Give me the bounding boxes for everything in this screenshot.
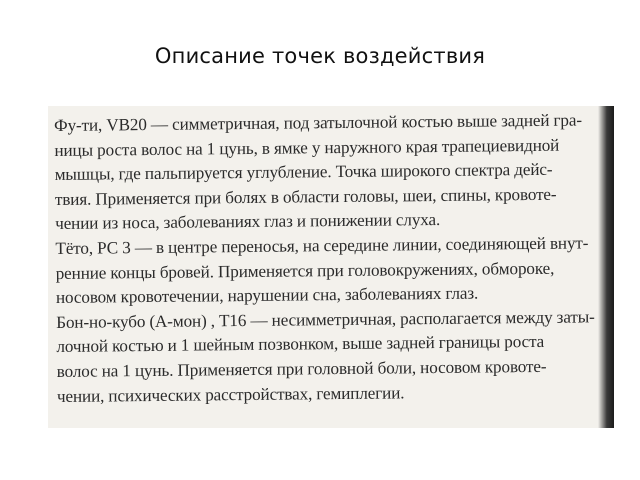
scanned-text-body [54,108,605,409]
text-line: ренние концы бровей. Применяется при головокружениях, обмороке, [55,258,555,283]
text-line: носовом кровотечении, нарушении сна, заболеваниях глаз. [55,283,479,308]
text-line: лочной костью и 1 шейным позвонком, выше задней границы роста [56,332,545,357]
text-line: Тёто, РС 3 — в центре переносья, на середине линии, соединяющей внут- [55,233,589,258]
paragraph-teto [55,231,604,311]
slide-title: Описание точек воздействия [154,44,486,68]
text-line: чении, психических расстройствах, гемиплегии. [56,382,405,406]
page-edge-shadow [598,106,614,428]
text-line: Бон-но-кубо (А-мон) , Т16 — несимметричная, располагается между заты- [56,307,595,332]
text-line: чении из носа, заболеваниях глаз и понижении слуха. [55,210,441,234]
text-line: твия. Применяется при болях в области головы, шеи, спины, кровоте- [54,184,557,209]
text-line: волос на 1 цунь. Применяется при головной боли, носовом кровоте- [56,356,547,381]
paragraph-bon-no-kubo [56,305,605,409]
text-line: мышцы, где пальпируется углубление. Точка широкого спектра дейс- [54,159,553,185]
scanned-text-image [48,106,614,428]
text-line: ницы роста волос на 1 цунь, в ямке у наружного края трапециевидной [54,135,560,160]
text-line: Фу-ти, VB20 — симметричная, под затылочной костью выше задней гра- [54,110,582,135]
paragraph-futi [54,108,603,237]
